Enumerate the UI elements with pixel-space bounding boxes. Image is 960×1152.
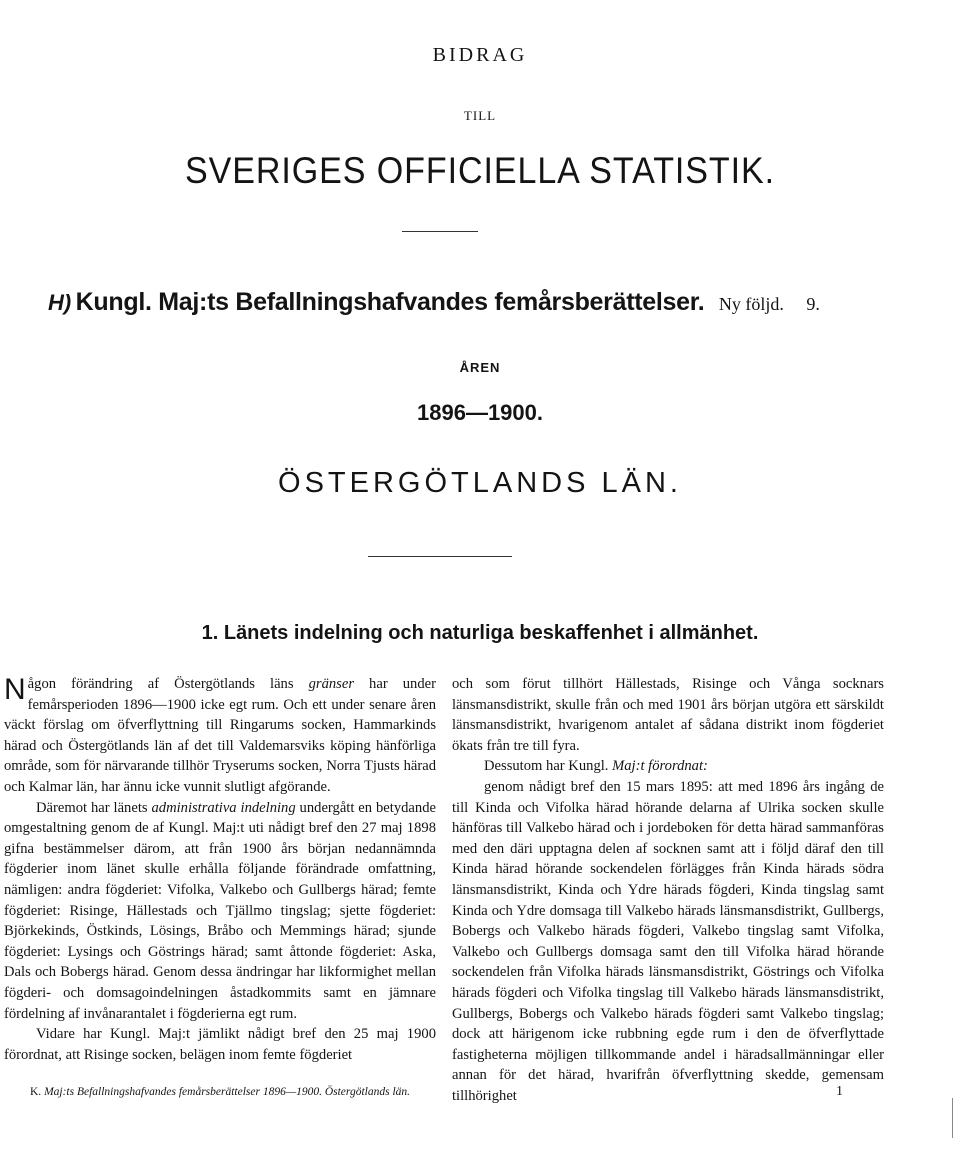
subseries-title: Kungl. Maj:ts Befallningshafvandes femårsberättelser. bbox=[75, 288, 705, 316]
left-p1-text-a: ågon förändring af Östergötlands läns bbox=[27, 676, 309, 692]
left-paragraph-3: Vidare har Kungl. Maj:t jämlikt nådigt bref den 25 maj 1900 förordnat, att Risinge socken, belägen inom femte fögderiet bbox=[4, 1026, 436, 1063]
left-column bbox=[4, 674, 436, 1065]
ny-foljd-number: 9. bbox=[806, 294, 820, 314]
years-range: 1896—1900. bbox=[417, 400, 543, 425]
subseries-letter: H) bbox=[48, 290, 72, 315]
title-divider bbox=[402, 231, 478, 232]
left-p2-text-a: Däremot har länets bbox=[36, 799, 152, 816]
aren-label: ÅREN bbox=[459, 360, 501, 375]
right-p2-emphasis: Maj:t förordnat: bbox=[612, 758, 708, 775]
left-p1-text-b: har under femårsperioden 1896—1900 icke egt rum. Och ett under senare åren väckt förslag om öfverflyttning till Ringarums socken, Hammarkinds härad och Östergötlands län af det till Valdemarsviks köping hänförliga område, som för närvarande tillhör Tryserums socken, Norra Tjusts härad och Kalmar län, har ännu icke vunnit slutligt afgörande. bbox=[4, 676, 436, 795]
series-till-label: TILL bbox=[463, 108, 497, 123]
scan-edge-mark bbox=[952, 1098, 954, 1138]
left-paragraph-1 bbox=[4, 674, 436, 798]
page-number: 1 bbox=[836, 1084, 843, 1099]
right-paragraph-2 bbox=[452, 756, 884, 777]
left-p1-emphasis: gränser bbox=[308, 676, 354, 692]
footer-text: Maj:ts Befallningshafvandes femårsberättelser 1896—1900. Östergötlands län. bbox=[44, 1086, 411, 1098]
right-paragraph-1: och som förut tillhört Hällestads, Risinge och Vånga socknars länsmansdistrikt, skulle från och med 1901 års början utgöra ett särskildt länsmansdistrikt, hvarigenom antalet af sådana distrikt inom fögderiet ökats från tre till fyra. bbox=[452, 676, 884, 754]
page-footer bbox=[30, 1086, 850, 1098]
county-title: ÖSTERGÖTLANDS LÄN. bbox=[278, 467, 682, 499]
footer-prefix: K. bbox=[30, 1086, 42, 1098]
right-column bbox=[452, 674, 884, 1106]
right-p2-text: Dessutom har Kungl. bbox=[484, 758, 613, 775]
series-main-title: SVERIGES OFFICIELLA STATISTIK. bbox=[184, 150, 776, 191]
left-paragraph-2 bbox=[4, 798, 436, 1025]
section-heading: 1. Länets indelning och naturliga beskaffenhet i allmänhet. bbox=[201, 622, 759, 644]
left-p2-text-b: undergått en betydande omgestaltning genom de af Kungl. Maj:t uti nådigt bref den 27 maj 1898 gifna bestämmelser därom, att från 1900 års början nedannämnda fögderier inom länet skulle erhålla följande förändrade omfattning, nämligen: andra fögderiet: Vifolka, Valkebo och Gullbergs härad; femte fögderiet: Risinge, Hällestads och Tjällmo tingslag; sjette fögderiet: Björkekinds, Östkinds, Lösings, Bråbo och Memmings härad; sjunde fögderiet: Lysings och Göstrings härad; samt åttonde fögderiet: Aska, Dals och Bobergs härad. Genom dessa ändringar har likformighet mellan fögderi- och domsagoindelningen åstadkommits samt en jämnare fördelning af invånarantalet i fögderierna egt rum. bbox=[4, 799, 436, 1022]
left-p2-emphasis: administrativa indelning bbox=[151, 799, 296, 816]
ny-foljd-label: Ny följd. bbox=[718, 294, 784, 314]
drop-cap: N bbox=[4, 673, 26, 706]
right-paragraph-3: genom nådigt bref den 15 mars 1895: att med 1896 års ingång de till Kinda och Vifolka härad hörande delarna af Ulrika socken skulle hänföras till Valkebo härad och i jordeboken för detta härad sammanföras med den däri upptagna delen af socknen samt att i följd däraf den till Kinda härad hörande sockendelen förlägges från Kinda härads södra länsmansdistrikt, Kinda och Ydre härads fögderi, Kinda tingslag samt Kinda och Ydre domsaga till Valkebo härads länsmansdistrikt, Gullbergs, Bobergs och Valkebo härads fögderi, Valkebo tingslag samt Vifolka, Valkebo och Gullbergs domsaga samt den till Vifolka härad hörande sockendelen från Vifolka härads länsmansdistrikt, Göstrings och Vifolka härads fögderi och Vifolka tingslag till Valkebo härads länsmansdistrikt, Gullbergs, Bobergs och Valkebo härads fögderi samt Valkebo tingslag; dock att härigenom icke rubbning egde rum i den de öfverflyttade fastigheterna möjligen tillkommande andel i häradsallmänningar eller annan för det härad, hvarifrån öfverflyttning skedde, gemensam tillhörighet bbox=[452, 778, 884, 1104]
series-top-title: BIDRAG bbox=[432, 44, 528, 66]
county-divider bbox=[368, 556, 512, 557]
subseries-line bbox=[48, 288, 928, 317]
